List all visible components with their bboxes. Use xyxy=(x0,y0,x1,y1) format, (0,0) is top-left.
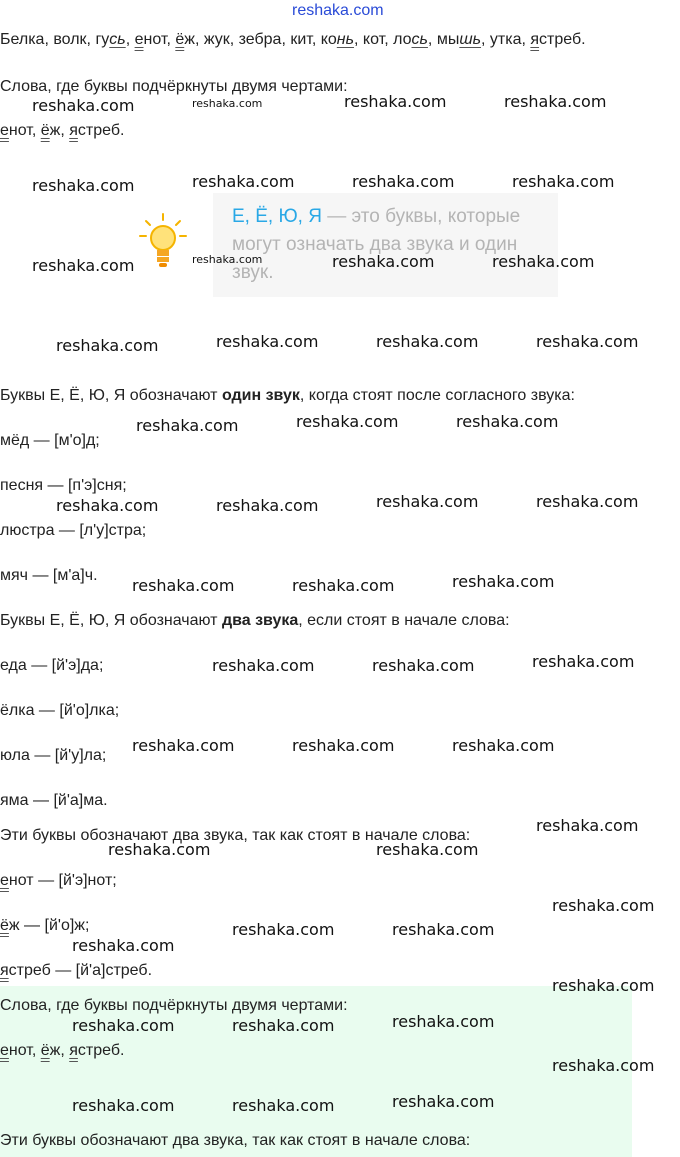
text: , мы xyxy=(427,31,460,48)
answer-closing: Эти буквы обозначают два звука, так как стоят в начале слова: xyxy=(0,1132,471,1149)
watermark: reshaka.com xyxy=(452,736,555,755)
watermark: reshaka.com xyxy=(232,1016,335,1035)
watermark: reshaka.com xyxy=(552,896,655,915)
watermark: reshaka.com xyxy=(292,576,395,595)
text: , xyxy=(125,31,135,48)
watermark: reshaka.com xyxy=(552,976,655,995)
watermark: reshaka.com xyxy=(192,97,263,110)
watermark: reshaka.com xyxy=(376,332,479,351)
double-underlined: я xyxy=(69,1042,78,1059)
double-underlined: ё xyxy=(40,122,50,139)
double-underlined: ё xyxy=(0,917,9,934)
watermark: reshaka.com xyxy=(536,816,639,835)
info-rest: — это буквы, которые могут означать два звука и один звук. xyxy=(232,206,521,283)
text: , утка, xyxy=(481,31,531,48)
these-example xyxy=(0,916,89,936)
text: ж — [й'о]ж; xyxy=(8,917,90,934)
bold-text: два звука xyxy=(221,612,299,629)
example-line: мяч — [м'а]ч. xyxy=(0,567,98,584)
watermark: reshaka.com xyxy=(232,920,335,939)
text: стреб. xyxy=(539,31,586,48)
text: стреб. xyxy=(77,1042,125,1059)
watermark: reshaka.com xyxy=(56,496,159,515)
watermark: reshaka.com xyxy=(352,172,455,191)
watermark: reshaka.com xyxy=(192,253,263,266)
watermark: reshaka.com xyxy=(456,412,559,431)
answer-heading: Слова, где буквы подчёркнуты двумя чертами: xyxy=(0,997,348,1014)
text: , если стоят в начале слова: xyxy=(298,612,510,629)
text: нот, xyxy=(143,31,176,48)
watermark: reshaka.com xyxy=(504,92,607,111)
watermark: reshaka.com xyxy=(136,416,239,435)
watermark: reshaka.com xyxy=(108,840,211,859)
example-line: еда — [й'э]да; xyxy=(0,657,104,674)
one-sound-rule xyxy=(0,386,575,406)
double-underlined: е xyxy=(0,872,9,889)
watermark: reshaka.com xyxy=(132,736,235,755)
watermark: reshaka.com xyxy=(132,576,235,595)
watermark: reshaka.com xyxy=(216,496,319,515)
watermark: reshaka.com xyxy=(452,572,555,591)
double-underlined: е xyxy=(0,122,9,139)
watermark: reshaka.com xyxy=(536,332,639,351)
watermark: reshaka.com xyxy=(372,656,475,675)
watermark: reshaka.com xyxy=(32,176,135,195)
watermark: reshaka.com xyxy=(332,252,435,271)
single-underlined: шь xyxy=(459,31,482,48)
text: нот — [й'э]нот; xyxy=(8,872,117,889)
these-example xyxy=(0,871,117,891)
answer-words xyxy=(0,1041,124,1061)
watermark: reshaka.com xyxy=(32,96,135,115)
example-line: ёлка — [й'о]лка; xyxy=(0,702,120,719)
watermark: reshaka.com xyxy=(492,252,595,271)
watermark: reshaka.com xyxy=(376,840,479,859)
text: , когда стоят после согласного звука: xyxy=(299,387,575,404)
watermark: reshaka.com xyxy=(232,1096,335,1115)
double-underline-heading: Слова, где буквы подчёркнуты двумя чертами: xyxy=(0,78,348,95)
watermark: reshaka.com xyxy=(536,492,639,511)
text: Белка, волк, гу xyxy=(0,31,110,48)
text: стреб. xyxy=(77,122,125,139)
watermark: reshaka.com xyxy=(376,492,479,511)
watermark: reshaka.com xyxy=(512,172,615,191)
single-underlined: сь xyxy=(411,31,428,48)
watermark: reshaka.com xyxy=(292,736,395,755)
single-underlined: нь xyxy=(336,31,355,48)
text: , кот, ло xyxy=(354,31,412,48)
double-underlined: я xyxy=(530,31,540,48)
single-underlined: сь xyxy=(109,31,126,48)
two-sounds-rule xyxy=(0,611,510,631)
watermark: reshaka.com xyxy=(212,656,315,675)
text: ж, xyxy=(49,1042,70,1059)
text: ж, жук, зебра, кит, ко xyxy=(184,31,337,48)
watermark: reshaka.com xyxy=(216,332,319,351)
double-underlined: ё xyxy=(40,1042,50,1059)
watermark: reshaka.com xyxy=(32,256,135,275)
these-letters: Эти буквы обозначают два звука, так как стоят в начале слова: xyxy=(0,827,471,844)
header-link[interactable]: reshaka.com xyxy=(292,2,384,19)
text: Буквы Е, Ё, Ю, Я обозначают xyxy=(0,612,222,629)
watermark: reshaka.com xyxy=(392,1012,495,1031)
words-line xyxy=(0,30,586,50)
these-example xyxy=(0,961,152,981)
watermark: reshaka.com xyxy=(56,336,159,355)
watermark: reshaka.com xyxy=(392,920,495,939)
text: Буквы Е, Ё, Ю, Я обозначают xyxy=(0,387,222,404)
text: нот, xyxy=(8,122,41,139)
watermark: reshaka.com xyxy=(72,936,175,955)
example-line: юла — [й'у]ла; xyxy=(0,747,107,764)
example-line: люстра — [л'у]стра; xyxy=(0,522,147,539)
text: нот, xyxy=(8,1042,41,1059)
lightbulb-icon xyxy=(138,212,188,274)
example-line: мёд — [м'о]д; xyxy=(0,432,100,449)
example-line: яма — [й'а]ма. xyxy=(0,792,108,809)
text: ж, xyxy=(49,122,70,139)
double-underlined: ё xyxy=(175,31,185,48)
double-underlined: е xyxy=(0,1042,9,1059)
example-line: песня — [п'э]сня; xyxy=(0,477,127,494)
watermark: reshaka.com xyxy=(552,1056,655,1075)
watermark: reshaka.com xyxy=(532,652,635,671)
watermark: reshaka.com xyxy=(296,412,399,431)
double-underlined: е xyxy=(134,31,144,48)
text: стреб — [й'а]стреб. xyxy=(8,962,153,979)
watermark: reshaka.com xyxy=(72,1096,175,1115)
watermark: reshaka.com xyxy=(192,172,295,191)
info-letters: Е, Ё, Ю, Я xyxy=(232,206,322,227)
watermark: reshaka.com xyxy=(344,92,447,111)
double-underlined: я xyxy=(69,122,78,139)
watermark: reshaka.com xyxy=(392,1092,495,1111)
double-words xyxy=(0,121,124,141)
double-underlined: я xyxy=(0,962,9,979)
bold-text: один звук xyxy=(221,387,300,404)
info-text xyxy=(232,203,552,287)
watermark: reshaka.com xyxy=(72,1016,175,1035)
